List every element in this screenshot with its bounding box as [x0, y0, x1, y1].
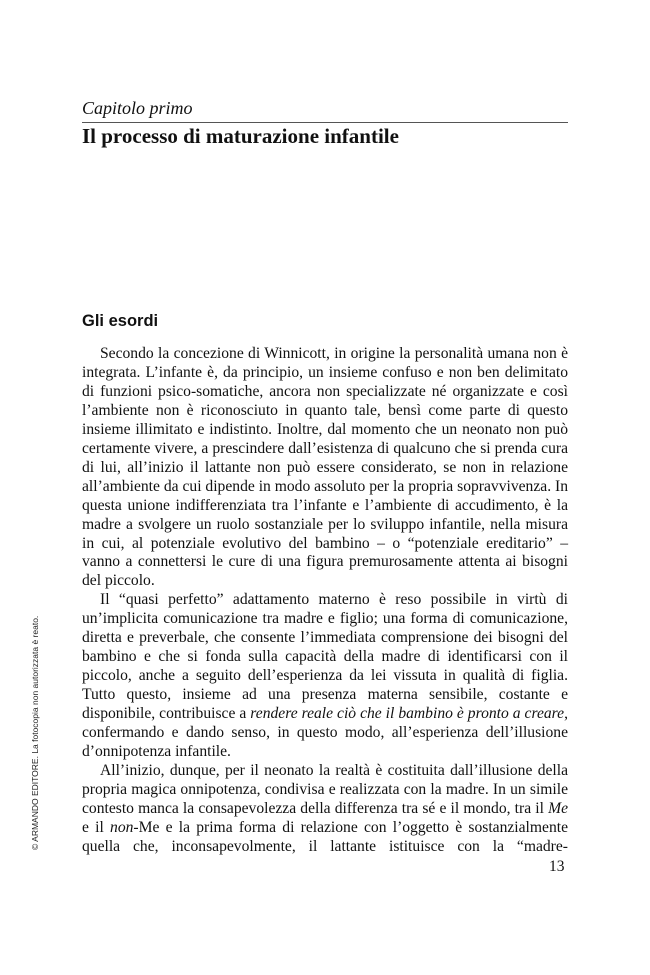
paragraph-2-text-start: Il “quasi perfetto” adattamento materno è reso possibile in virtù di un’implicita comunicazione tra madre e figlio; una forma di comunicazione, diretta e preverbale, che consente l’immediata comprensione dei bisogni del bambino e che si fonda sulla capacità della madre di identificarsi con il piccolo, anche a seguito dell’esperienza da lei vissuta in qualità di figlia. Tutto questo, insieme ad una presenza materna sensibile, costante e disponibile, contribuisce a: [82, 591, 568, 723]
paragraph-1-text: Secondo la concezione di Winnicott, in origine la personalità umana non è integrata. L’infante è, da principio, un insieme confuso e non ben delimitato di funzioni psico-somatiche, ancora non specializzate né organizzate e così l’ambiente non è riconosciuto in quanto tale, bensì come parte di questo insieme illimitato e indistinto. Inoltre, dal momento che un neonato non può certamente vivere, a prescindere dall’esistenza di qualcuno che si prenda cura di lui, all’inizio il lattante non può essere considerato, se non in relazione all’ambiente da cui dipende in modo assoluto per la propria sopravvivenza. In questa unione indifferenziata tra l’infante e l’ambiente di accudimento, è la madre a svolgere un ruolo sostanziale per lo sviluppo infantile, nella misura in cui, al potenziale evolutivo del bambino – o “potenziale ereditario” – vanno a connettersi le cure di una figura premurosamente attenta ai bisogni del piccolo.: [82, 345, 568, 590]
paragraph-2: [82, 591, 568, 762]
paragraph-3-text-middle: e il: [82, 818, 111, 836]
page-number: 13: [549, 858, 565, 875]
chapter-label: Capitolo primo: [82, 98, 193, 118]
paragraph-3-text-start: All’inizio, dunque, per il neonato la realtà è costituita dall’illusione della propria magica onnipotenza, condivisa e realizzata con la madre. In un simile contesto manca la consapevolezza della differenza tra sé e il mondo, tra il: [82, 761, 568, 817]
copyright-notice: © ARMANDO EDITORE. La fotocopia non autorizzata è reato.: [30, 615, 40, 850]
paragraph-2-emphasis: rendere reale ciò che il bambino è pronto a creare: [250, 705, 565, 723]
body-text: [82, 345, 568, 857]
chapter-title: Il processo di maturazione infantile: [82, 124, 399, 148]
paragraph-3: [82, 762, 568, 857]
paragraph-1: [82, 345, 568, 591]
paragraph-3-text-end: -Me e la prima forma di relazione con l’oggetto è sostanzialmente quella che, inconsapevolmente, il lattante istituisce con la “madre-: [82, 818, 568, 855]
section-heading: Gli esordi: [82, 312, 159, 330]
paragraph-3-emphasis-me: Me: [548, 799, 568, 817]
paragraph-3-emphasis-non: non: [110, 818, 134, 836]
paragraph-2-text-end: , confermando e dando senso, in questo modo, all’esperienza dell’illusione d’onnipotenza infantile.: [82, 705, 568, 761]
